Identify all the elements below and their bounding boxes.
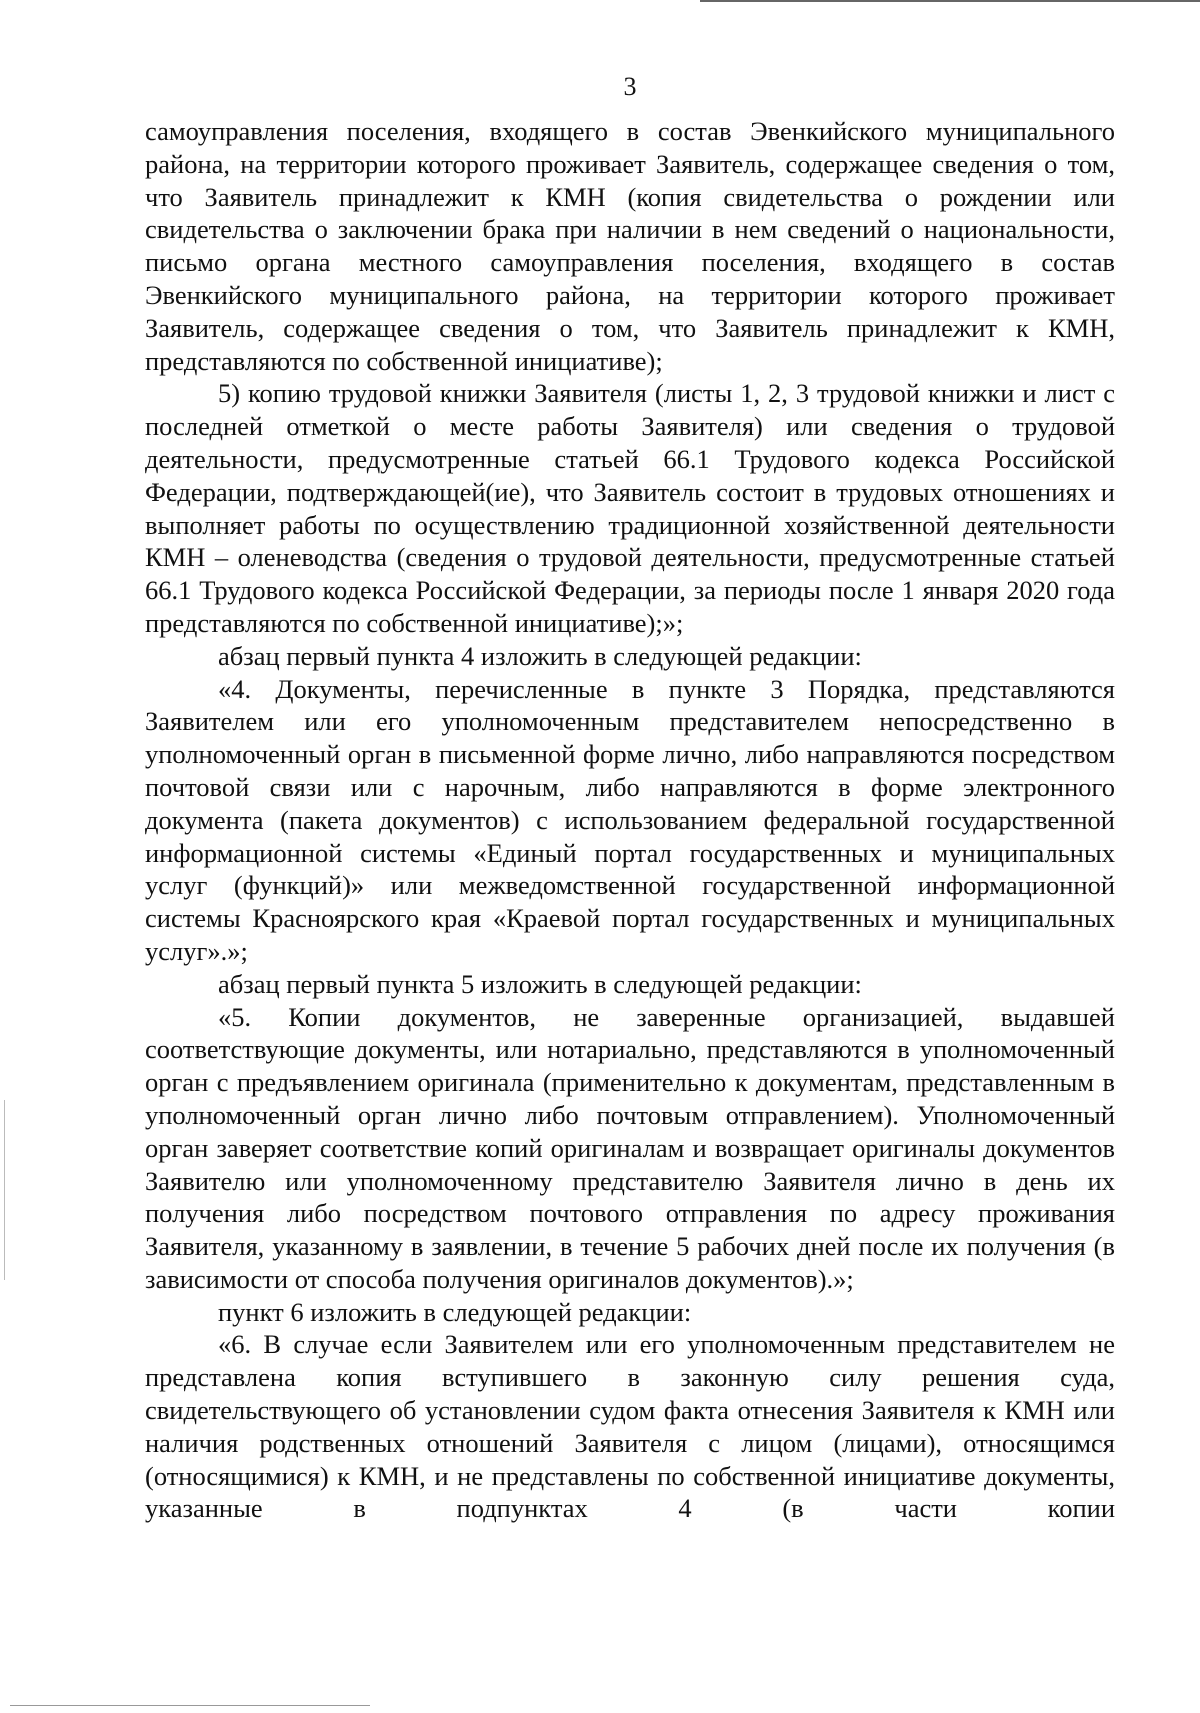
- paragraph: абзац первый пункта 4 изложить в следующей редакции:: [218, 640, 862, 671]
- paragraph: абзац первый пункта 5 изложить в следующей редакции:: [218, 968, 862, 999]
- document-body: [145, 115, 1115, 1525]
- scan-edge-left: [4, 1100, 5, 1280]
- paragraph: пункт 6 изложить в следующей редакции:: [218, 1296, 692, 1327]
- paragraph: «5. Копии документов, не заверенные организацией, выдавшей соответствующие документы, или нотариально, представляются в уполномоченный орган с предъявлением оригинала (применительно к документам, представленным в уполномоченный орган лично либо почтовым отправлением). Уполномоченный орган заверяет соответствие копий оригиналам и возвращает оригиналы документов Заявителю или уполномоченному представителю Заявителя лично в день их получения либо посредством почтового отправления по адресу проживания Заявителя, указанному в заявлении, в течение 5 рабочих дней после их получения (в зависимости от способа получения оригиналов документов).»;: [145, 1001, 1115, 1294]
- scan-edge-bottom: [10, 1705, 370, 1706]
- paragraph: самоуправления поселения, входящего в состав Эвенкийского муниципального района, на территории которого проживает Заявитель, содержащее сведения о том, что Заявитель принадлежит к КМН (копия свидетельства о рождении или свидетельства о заключении брака при наличии в нем сведений о национальности, письмо органа местного самоуправления поселения, входящего в состав Эвенкийского муниципального района, на территории которого проживает Заявитель, содержащее сведения о том, что Заявитель принадлежит к КМН, представляются по собственной инициативе);: [145, 116, 1115, 376]
- paragraph: «4. Документы, перечисленные в пункте 3 Порядка, представляются Заявителем или его уполномоченным представителем непосредственно в уполномоченный орган в письменной форме лично, либо направляются посредством почтовой связи или с нарочным, либо направляются в форме электронного документа (пакета документов) с использованием федеральной государственной информационной системы «Единый портал государственных и муниципальных услуг (функций)» или межведомственной государственной информационной системы Красноярского края «Краевой портал государственных и муниципальных услуг».»;: [145, 673, 1115, 966]
- scan-edge-top: [700, 0, 1200, 2]
- paragraph: «6. В случае если Заявителем или его уполномоченным представителем не представлена копия вступившего в законную силу решения суда, свидетельствующего об установлении судом факта отнесения Заявителя к КМН или наличия родственных отношений Заявителя с лицом (лицами), относящимся (относящимися) к КМН, и не представлены по собственной инициативе документы, указанные в подпунктах 4 (в части копии: [145, 1329, 1115, 1524]
- page-number: 3: [623, 72, 637, 101]
- paragraph: 5) копию трудовой книжки Заявителя (листы 1, 2, 3 трудовой книжки и лист с последней отметкой о месте работы Заявителя) или сведения о трудовой деятельности, предусмотренные статьей 66.1 Трудового кодекса Российской Федерации, подтверждающей(ие), что Заявитель состоит в трудовых отношениях и выполняет работы по осуществлению традиционной хозяйственной деятельности КМН – оленеводства (сведения о трудовой деятельности, предусмотренные статьей 66.1 Трудового кодекса Российской Федерации, за периоды после 1 января 2020 года представляются по собственной инициативе);»;: [145, 378, 1115, 638]
